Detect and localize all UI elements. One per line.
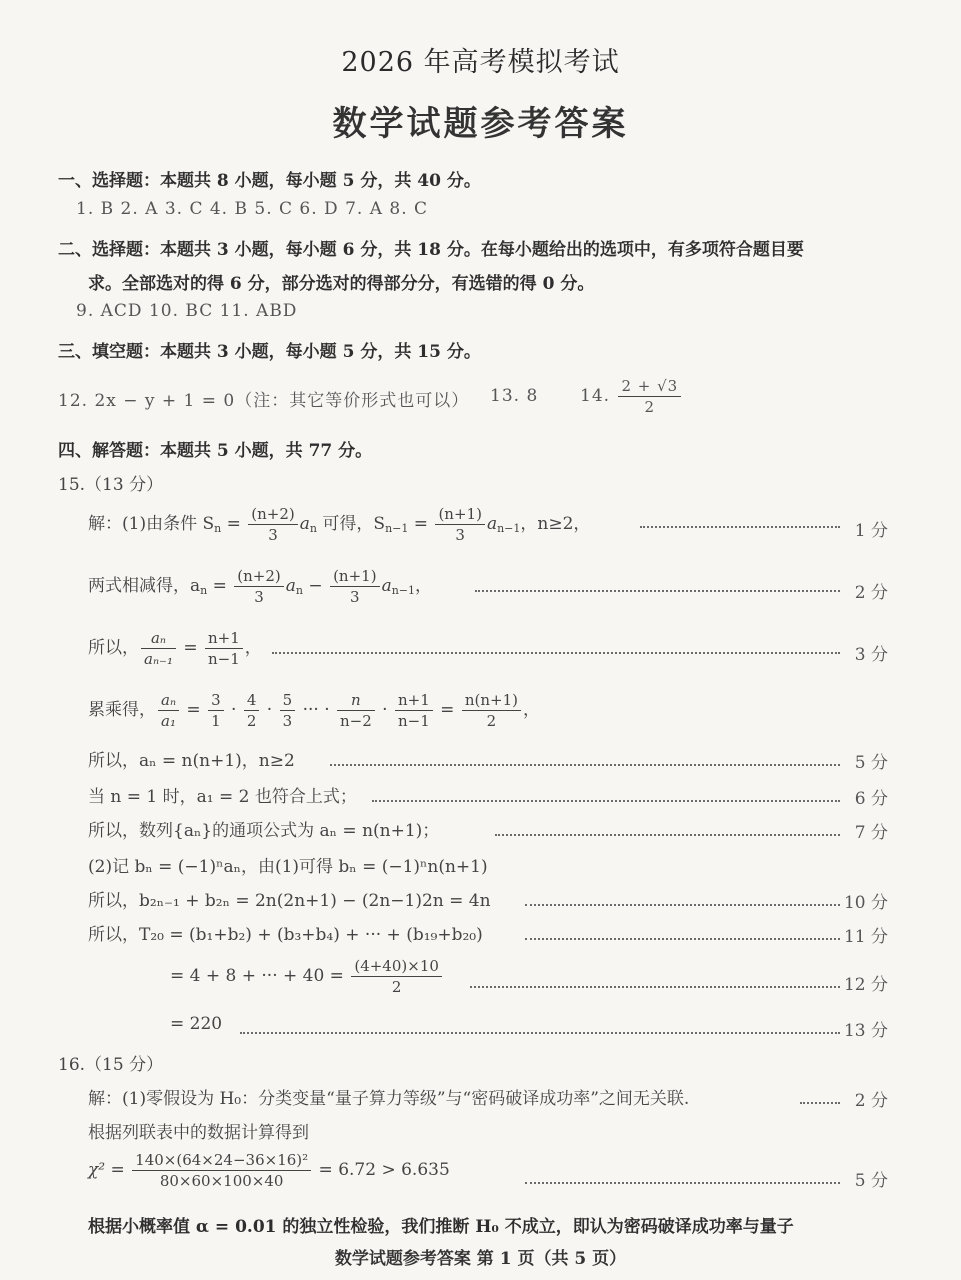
q15-label: 15.（13 分） — [58, 475, 164, 495]
q15-l1-frac2-den: 3 — [455, 526, 465, 544]
leader-dots — [372, 800, 840, 802]
q16-chi-result: = 6.72 > 6.635 — [313, 1160, 450, 1180]
q16-chi-frac-den: 80×60×100×40 — [159, 1172, 284, 1190]
document-title: 数学试题参考答案 — [332, 104, 629, 144]
q15-l1-frac1 — [248, 504, 297, 545]
page-footer: 数学试题参考答案 第 1 页（共 5 页） — [334, 1249, 627, 1269]
answer-q14 — [580, 376, 683, 417]
q16-chi-frac — [132, 1150, 311, 1191]
exam-title: 2026 年高考模拟考试 — [341, 47, 620, 78]
leader-dots — [525, 904, 840, 906]
q15-l3-eq: = — [177, 638, 204, 658]
q15-l2-comma: ， — [415, 576, 433, 596]
q15-l4-frac6 — [395, 690, 433, 731]
section-1-header: 一、选择题：本题共 8 小题，每小题 5 分，共 40 分。 — [58, 171, 481, 191]
q16-chi-square-label: χ² = — [88, 1160, 131, 1180]
q14-denominator: 2 — [644, 398, 656, 416]
q15-l3-frac2-den: n−1 — [208, 650, 240, 668]
q15-l2-var-a: a — [285, 576, 296, 596]
section-3-header: 三、填空题：本题共 3 小题，每小题 5 分，共 15 分。 — [58, 342, 481, 362]
q15-l1-eq2: = — [408, 514, 434, 534]
q15-l2-frac2-num: (n+1) — [330, 566, 379, 587]
q15-l11-text: = 4 + 8 + ··· + 40 = — [170, 966, 350, 986]
q15-l3-frac2 — [205, 628, 243, 669]
q15-l4-cdots: ··· · — [297, 700, 335, 720]
q15-l1-eq: = — [221, 514, 247, 534]
q15-l4-eq2: = — [434, 700, 460, 720]
q15-l1-frac1-den: 3 — [268, 526, 278, 544]
q15-step-1: 解：(1)由条件 $S_n$ = $\frac{(n+2)}{3}$ $a_n$ 可得，$S_{n-1}$ = $\frac{(n+1)}{3}$ $a_{n-1}$，n≥2， — [88, 505, 591, 544]
q15-l4-frac5-num: n — [337, 690, 375, 711]
q15-l4-frac1 — [158, 690, 179, 731]
q15-l4-frac7-den: 2 — [486, 712, 497, 730]
q15-l1-frac2-num: (n+1) — [435, 504, 484, 525]
q15-step-7: 所以，数列{aₙ}的通项公式为 aₙ = n(n+1)； — [88, 821, 440, 841]
q14-numerator: 2 + √3 — [618, 376, 681, 397]
q15-l4-frac3-num: 4 — [244, 690, 260, 711]
score-label: 2 分 — [854, 1091, 888, 1111]
score-label: 5 分 — [854, 753, 888, 773]
score-label: 3 分 — [854, 645, 888, 665]
q15-l4-dot3: · — [376, 700, 393, 720]
q16-step-4: 根据小概率值 α = 0.01 的独立性检验，我们推断 H₀ 不成立，即认为密码破译成功率与量子 — [88, 1217, 794, 1237]
q14-label: 14. — [580, 386, 611, 406]
q15-l4-frac1-den: a₁ — [161, 712, 176, 730]
section-4-header: 四、解答题：本题共 5 小题，共 77 分。 — [58, 441, 373, 461]
q15-l4-frac5 — [337, 690, 375, 731]
leader-dots — [640, 526, 840, 528]
leader-dots — [272, 652, 840, 654]
q15-l2-text-a: 两式相减得，a — [88, 576, 201, 596]
q15-step-10: 所以，T₂₀ = (b₁+b₂) + (b₃+b₄) + ··· + (b₁₉+b₂₀) — [88, 925, 483, 945]
q16-chi-frac-num: 140×(64×24−36×16)² — [132, 1150, 311, 1171]
q15-l4-dot1: · — [225, 700, 242, 720]
q15-l2-frac1-num: (n+2) — [234, 566, 283, 587]
q15-l1-text-c: ，n≥2， — [520, 514, 591, 534]
q15-l4-frac7 — [462, 690, 521, 731]
q15-step-9: 所以，b₂ₙ₋₁ + b₂ₙ = 2n(2n+1) − (2n−1)2n = 4n — [88, 891, 491, 911]
score-label: 13 分 — [843, 1021, 888, 1041]
q15-l4-eq: = — [181, 700, 207, 720]
q15-l3-frac2-num: n+1 — [205, 628, 243, 649]
score-label: 7 分 — [854, 823, 888, 843]
q15-step-5: 所以，aₙ = n(n+1)，n≥2 — [88, 751, 295, 771]
q16-step-2: 根据列联表中的数据计算得到 — [88, 1123, 309, 1143]
answer-q13: 13. 8 — [490, 386, 539, 406]
score-label: 12 分 — [843, 975, 888, 995]
q15-step-12: = 220 — [170, 1014, 223, 1034]
q15-l4-frac4 — [280, 690, 296, 731]
q15-l4-dot2: · — [261, 700, 278, 720]
q15-l1-text-a: 解：(1)由条件 S — [88, 514, 215, 534]
q15-step-2: 两式相减得，$a_n$ = $\frac{(n+2)}{3}$ $a_n$ − $\frac{(n+1)}{3}$ $a_{n-1}$， — [88, 567, 433, 606]
q15-l1-frac1-num: (n+2) — [248, 504, 297, 525]
q15-l4-frac2-den: 1 — [211, 712, 221, 730]
q15-l2-frac2 — [330, 566, 379, 607]
leader-dots — [470, 986, 840, 988]
q15-l3-text: 所以， — [88, 638, 139, 658]
leader-dots — [525, 938, 840, 940]
q15-l11-frac-num: (4+40)×10 — [351, 956, 442, 977]
q15-l4-frac2 — [208, 690, 224, 731]
q15-l3-frac1 — [141, 628, 176, 669]
q15-step-3 — [88, 628, 262, 669]
q15-l4-frac4-den: 3 — [282, 712, 293, 730]
q15-l2-frac1-den: 3 — [254, 588, 264, 606]
q15-l4-frac7-num: n(n+1) — [462, 690, 521, 711]
q15-l1-frac2 — [435, 504, 484, 545]
q15-l1-var-a: a — [299, 514, 310, 534]
section-2-answers: 9. ACD 10. BC 11. ABD — [76, 301, 298, 321]
q15-step-6: 当 n = 1 时，a₁ = 2 也符合上式； — [88, 787, 357, 807]
q15-l4-frac6-num: n+1 — [395, 690, 433, 711]
score-label: 11 分 — [843, 927, 888, 947]
q15-l3-comma: ， — [244, 638, 262, 658]
q15-step-4 — [88, 690, 540, 731]
q16-label: 16.（15 分） — [58, 1055, 164, 1075]
q15-l2-frac1 — [234, 566, 283, 607]
section-2-header-line1: 二、选择题：本题共 3 小题，每小题 6 分，共 18 分。在每小题给出的选项中，有多项符合题目要 — [58, 240, 804, 260]
section-1-answers: 1. B 2. A 3. C 4. B 5. C 6. D 7. A 8. C — [76, 199, 429, 219]
leader-dots — [525, 1182, 840, 1184]
q15-l3-frac1-den: aₙ₋₁ — [144, 650, 173, 668]
leader-dots — [495, 834, 840, 836]
q15-l4-frac5-den: n−2 — [340, 712, 372, 730]
score-label: 10 分 — [843, 893, 888, 913]
q15-l4-frac1-num: aₙ — [158, 690, 179, 711]
score-label: 5 分 — [854, 1171, 888, 1191]
q15-l4-comma: ， — [522, 700, 540, 720]
q15-l4-text: 累乘得， — [88, 700, 156, 720]
q15-l11-frac-den: 2 — [391, 978, 402, 996]
q15-l4-frac2-num: 3 — [208, 690, 224, 711]
leader-dots — [240, 1032, 840, 1034]
q15-l2-minus: − — [303, 576, 329, 596]
leader-dots — [330, 764, 840, 766]
q15-l4-frac3 — [244, 690, 260, 731]
q15-l2-var-a2: a — [381, 576, 392, 596]
q14-fraction — [618, 376, 681, 417]
q16-step-1: 解：(1)零假设为 H₀：分类变量“量子算力等级”与“密码破译成功率”之间无关联. — [88, 1089, 690, 1109]
score-label: 1 分 — [854, 521, 888, 541]
score-label: 2 分 — [854, 583, 888, 603]
score-label: 6 分 — [854, 789, 888, 809]
q15-l4-frac6-den: n−1 — [398, 712, 430, 730]
q15-step-8: (2)记 bₙ = (−1)ⁿaₙ，由(1)可得 bₙ = (−1)ⁿn(n+1) — [88, 857, 488, 877]
q15-l4-frac3-den: 2 — [246, 712, 257, 730]
q15-l3-frac1-num: aₙ — [141, 628, 176, 649]
q15-l1-var-a2: a — [486, 514, 498, 534]
section-2-header-line2: 求。全部选对的得 6 分，部分选对的得部分分，有选错的得 0 分。 — [88, 274, 595, 294]
q16-step-3 — [88, 1150, 450, 1191]
q15-l2-frac2-den: 3 — [350, 588, 360, 606]
leader-dots — [475, 590, 840, 592]
answer-q12: 12. 2x − y + 1 = 0（注：其它等价形式也可以） — [58, 391, 470, 411]
q15-l11-frac — [351, 956, 442, 997]
q15-l2-eq: = — [207, 576, 233, 596]
q15-l1-text-b: 可得，S — [317, 514, 386, 534]
q15-l4-frac4-num: 5 — [280, 690, 296, 711]
q15-step-11 — [170, 956, 444, 997]
